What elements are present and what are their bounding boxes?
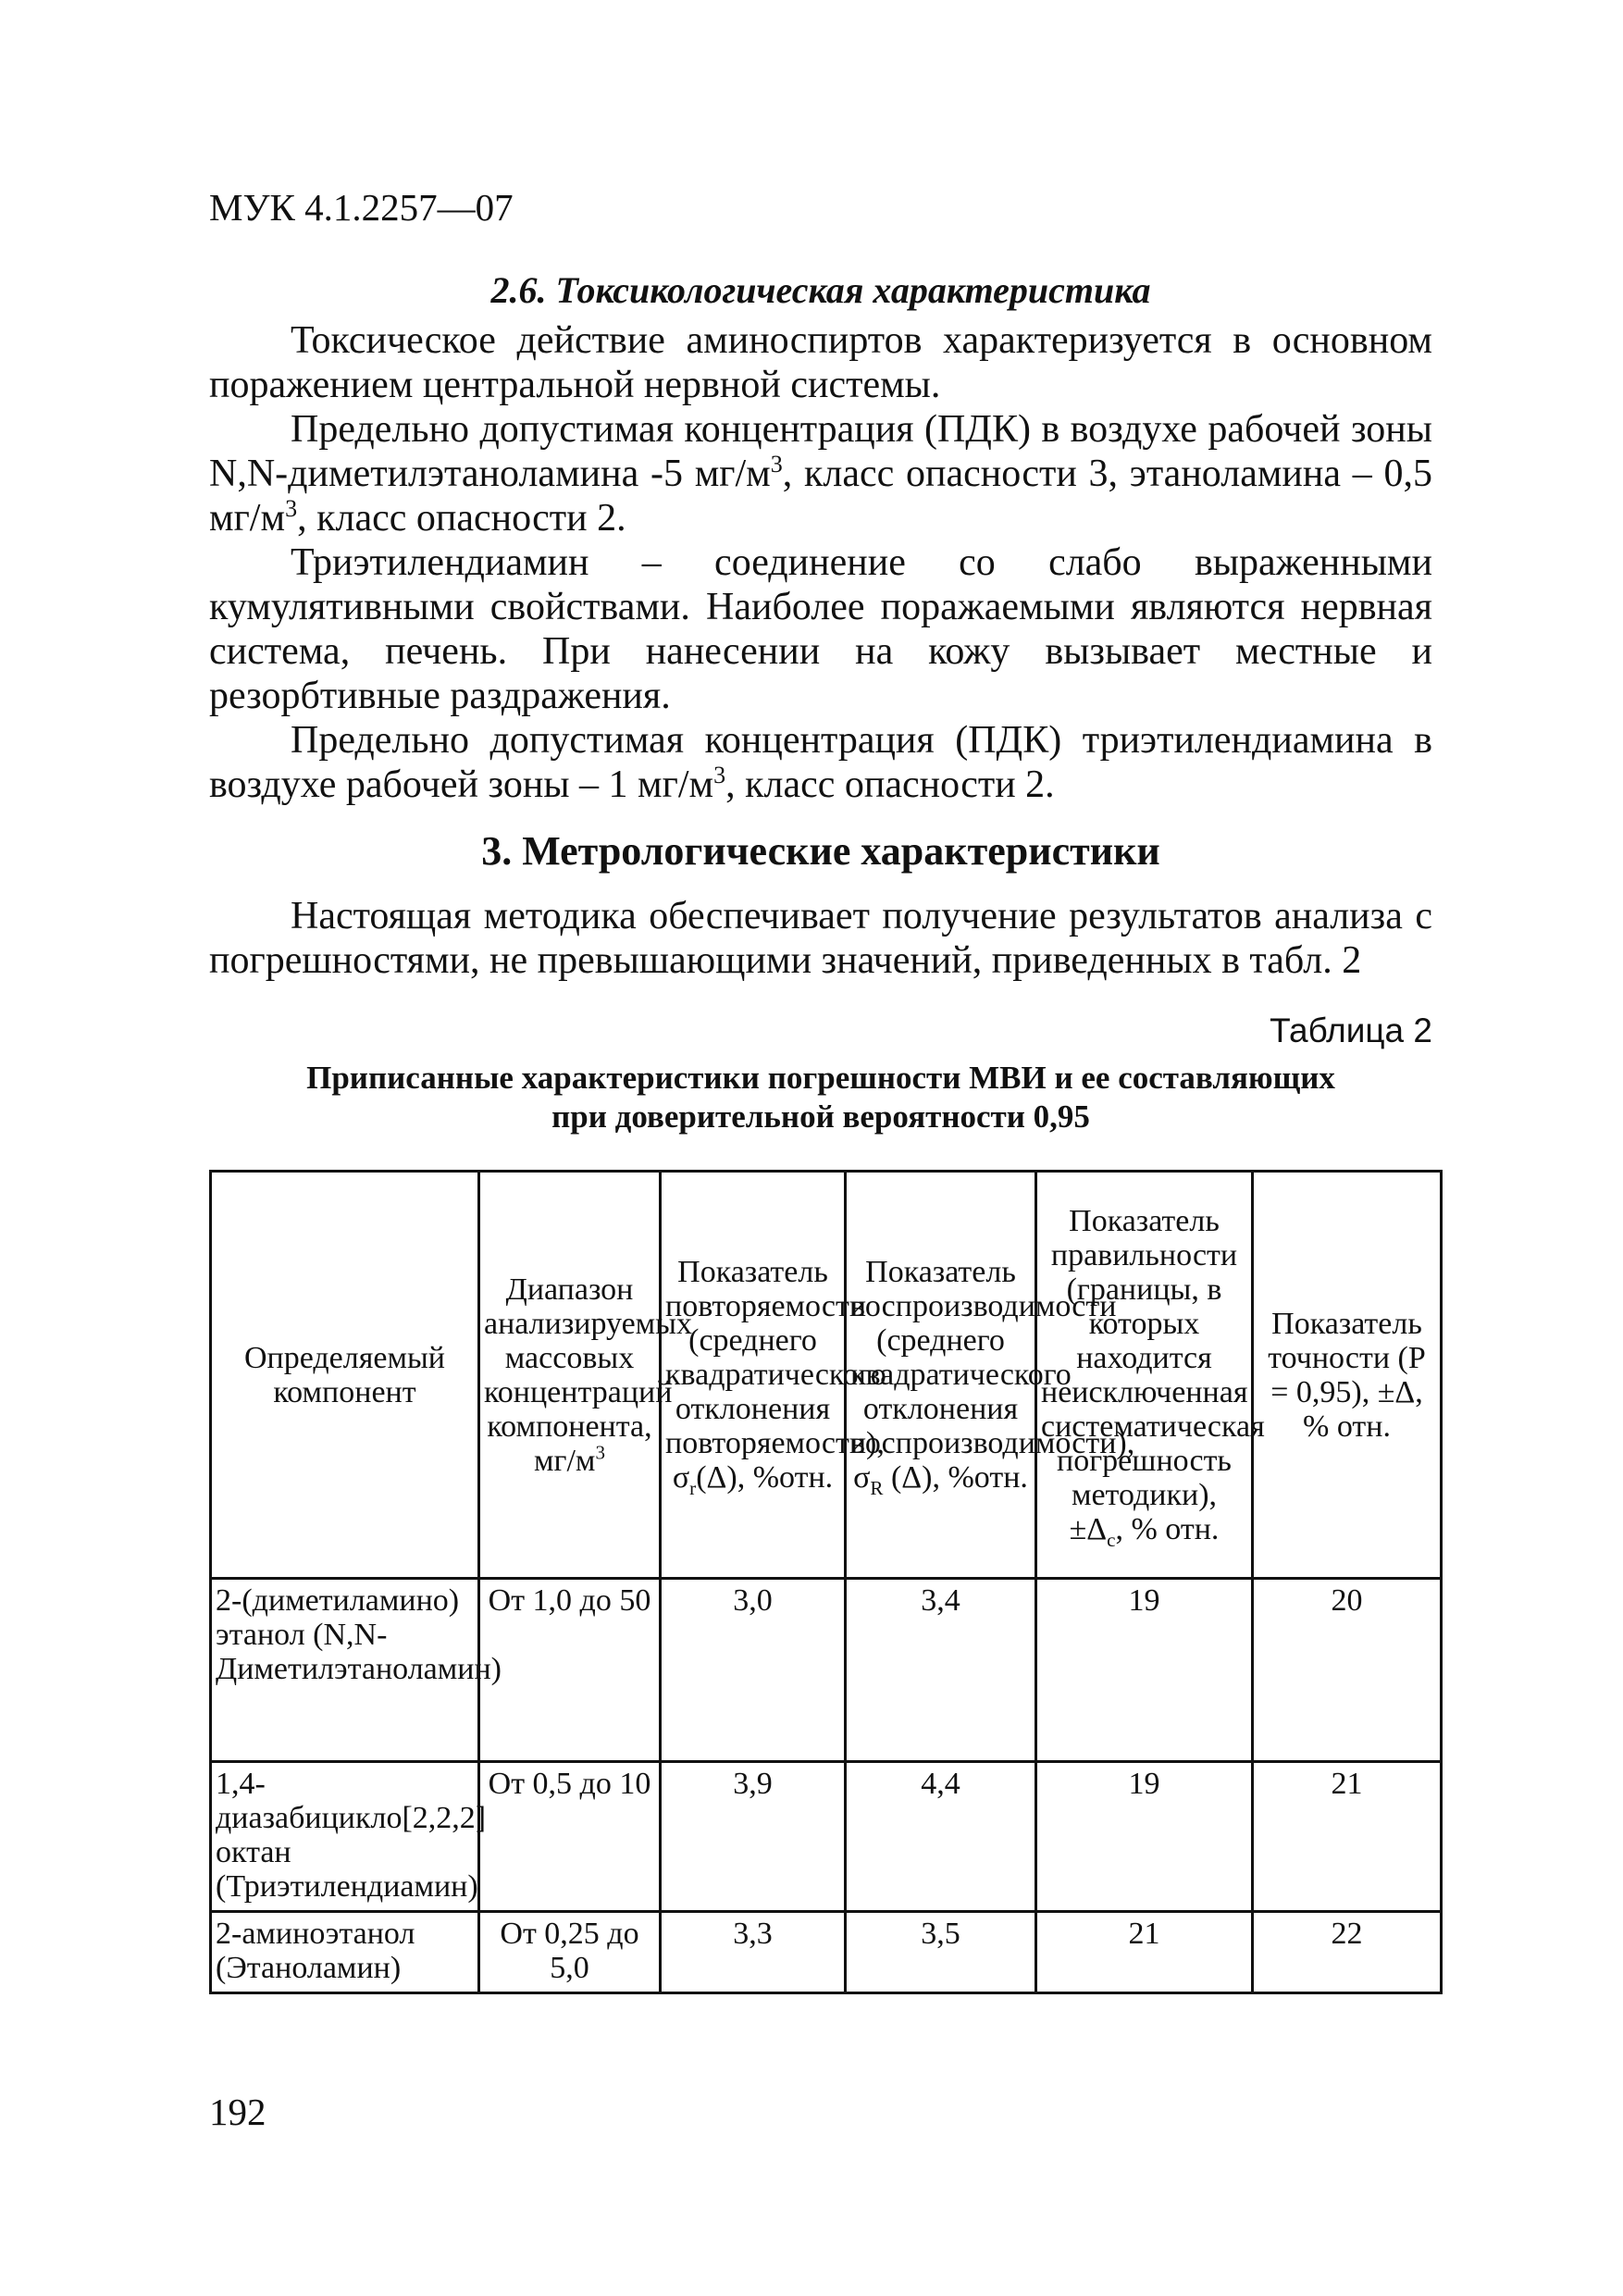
subscript: r: [689, 1476, 697, 1499]
header-correctness: [1036, 1172, 1265, 1579]
table-caption: [209, 1059, 1432, 1136]
cell-reproducibility: 3,4: [846, 1579, 1036, 1762]
paragraph-mac-aminoalcohols: [209, 407, 1432, 540]
cell-component: 2-аминоэтанол (Этаноламин): [211, 1912, 479, 1993]
cell-accuracy: 21: [1253, 1762, 1442, 1912]
cell-repeatability: 3,3: [661, 1912, 846, 1993]
cell-reproducibility: 3,5: [846, 1912, 1036, 1993]
cell-accuracy: 20: [1253, 1579, 1442, 1762]
text-fragment: , класс опасности 2.: [297, 497, 626, 540]
text-fragment: Предельно допустимая концентрация (ПДК) в воздухе рабочей зоны N,N-диметилэтаноламина -5 мг/м: [209, 408, 1432, 495]
cell-range: От 0,25 до 5,0: [479, 1912, 661, 1993]
table-caption-line: Приписанные характеристики погрешности МВИ и ее составляющих: [306, 1060, 1335, 1096]
subscript: R: [870, 1476, 884, 1499]
cell-repeatability: 3,0: [661, 1579, 846, 1762]
header-repeatability: [661, 1172, 886, 1579]
superscript: 3: [770, 451, 783, 478]
section-title: 3. Метрологические характеристики: [481, 828, 1160, 874]
header-text: Показатель правильности (границы, в которых находится неисключенная систематическая погрешность методики), ±Δ: [1041, 1203, 1265, 1546]
cell-repeatability: 3,9: [661, 1762, 846, 1912]
header-reproducibility: [846, 1172, 1135, 1579]
header-text: (Δ), %отн.: [883, 1460, 1028, 1495]
paragraph-method-provides: Настоящая методика обеспечивает получение результатов анализа с погрешностями, не превышающими значений, приведенных в табл. 2: [209, 895, 1432, 982]
superscript: 3: [595, 1441, 605, 1464]
metrology-table: [209, 1170, 1443, 1994]
superscript: 3: [713, 762, 726, 788]
header-text: Диапазон анализируемых массовых концентраций компонента, мг/м: [484, 1272, 693, 1478]
cell-correctness: 19: [1036, 1579, 1253, 1762]
table-row: [211, 1579, 1442, 1762]
cell-range: От 0,5 до 10: [479, 1762, 661, 1912]
cell-component: 1,4-диазабицикло[2,2,2] октан (Триэтилендиамин): [211, 1762, 479, 1912]
header-text: (Δ), %отн.: [696, 1460, 834, 1495]
header-range: [479, 1172, 693, 1579]
cell-correctness: 19: [1036, 1762, 1253, 1912]
cell-range: От 1,0 до 50: [479, 1579, 661, 1762]
table-row: [211, 1912, 1442, 1993]
table-caption-line: при доверительной вероятности 0,95: [551, 1098, 1090, 1135]
cell-correctness: 21: [1036, 1912, 1253, 1993]
running-head: МУК 4.1.2257—07: [209, 186, 514, 229]
text-fragment: , класс опасности 3, этаноламина – 0,5 мг/м: [209, 453, 1432, 540]
table-label: Таблица 2: [1270, 1011, 1432, 1049]
header-text: Показатель воспроизводимости (среднего квадратического отклонения воспроизводимости), σ: [850, 1255, 1135, 1495]
cell-accuracy: 22: [1253, 1912, 1442, 1993]
paragraph-triethylenediamine: Триэтилендиамин – соединение со слабо выраженными кумулятивными свойствами. Наиболее поражаемыми являются нервная система, печень. При нанесении на кожу вызывает местные и резорбтивные раздражения.: [209, 541, 1432, 717]
cell-reproducibility: 4,4: [846, 1762, 1036, 1912]
cell-component: 2-(диметиламино) этанол (N,N-Диметилэтаноламин): [211, 1579, 479, 1762]
header-accuracy: Показатель точности (P = 0,95), ±Δ, % отн.: [1253, 1172, 1442, 1579]
header-text: Показатель повторяемости (среднего квадратического отклонения повторяемости), σ: [665, 1255, 886, 1495]
header-text: , % отн.: [1115, 1511, 1220, 1546]
page-number: 192: [209, 2091, 266, 2133]
paragraph-mac-triethylenediamine: [209, 718, 1432, 807]
text-fragment: Предельно допустимая концентрация (ПДК) триэтилендиамина в воздухе рабочей зоны – 1 мг/м: [209, 719, 1432, 806]
subsection-title: 2.6. Токсикологическая характеристика: [490, 269, 1151, 311]
header-component: Определяемый компонент: [211, 1172, 479, 1579]
table-header-row: [211, 1172, 1442, 1579]
paragraph-toxic-action: Токсическое действие аминоспиртов характеризуется в основном поражением центральной нервной системы.: [209, 319, 1432, 406]
subscript: c: [1107, 1528, 1116, 1551]
main-content: [209, 268, 1432, 1160]
text-fragment: , класс опасности 2.: [725, 763, 1055, 806]
superscript: 3: [285, 495, 298, 522]
table-row: [211, 1762, 1442, 1912]
